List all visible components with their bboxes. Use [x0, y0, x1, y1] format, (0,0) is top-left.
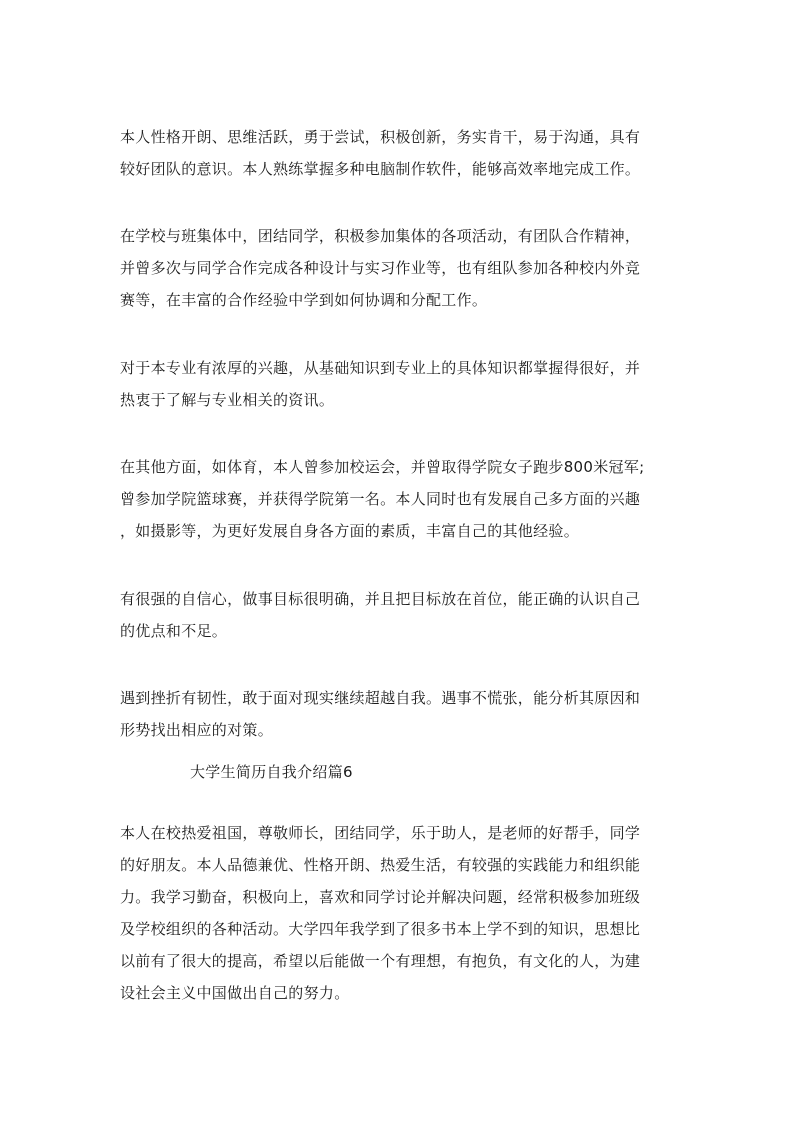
text-line: 以前有了很大的提高，希望以后能做一个有理想，有抱负，有文化的人，为建 [120, 952, 641, 970]
text-line: 较好团队的意识。本人熟练掌握多种电脑制作软件，能够高效率地完成工作。 [120, 160, 641, 178]
paragraph-other-aspects [120, 451, 680, 547]
text-line: 形势找出相应的对策。 [120, 721, 274, 739]
paragraph-self-introduction [120, 817, 680, 1009]
text-line: 力。我学习勤奋，积极向上，喜欢和同学讨论并解决问题，经常积极参加班级 [120, 888, 641, 906]
text-line: ，如摄影等，为更好发展自身各方面的素质，丰富自己的其他经验。 [120, 522, 580, 540]
paragraph-personality [120, 121, 680, 185]
text-line: 的优点和不足。 [120, 622, 228, 640]
paragraph-confidence [120, 583, 680, 647]
paragraph-resilience [120, 682, 680, 746]
text-line: 的好朋友。本人品德兼优、性格开朗、热爱生活，有较强的实践能力和组织能 [120, 856, 641, 874]
text-line: 曾参加学院篮球赛，并获得学院第一名。本人同时也有发展自己多方面的兴趣 [120, 490, 641, 508]
text-line: 在其他方面，如体育，本人曾参加校运会，并曾取得学院女子跑步800米冠军; [120, 458, 645, 476]
paragraph-major-interest [120, 352, 680, 416]
text-line: 热衷于了解与专业相关的资讯。 [120, 391, 335, 409]
text-line: 赛等，在丰富的合作经验中学到如何协调和分配工作。 [120, 291, 488, 309]
text-line: 本人性格开朗、思维活跃，勇于尝试，积极创新，务实肯干，易于沟通，具有 [120, 128, 641, 146]
text-line: 并曾多次与同学合作完成各种设计与实习作业等，也有组队参加各种校内外竞 [120, 259, 641, 277]
text-line: 本人在校热爱祖国，尊敬师长，团结同学，乐于助人，是老师的好帮手，同学 [120, 824, 641, 842]
text-line: 有很强的自信心，做事目标很明确，并且把目标放在首位，能正确的认识自己 [120, 590, 641, 608]
section-heading: 大学生简历自我介绍篇6 [190, 763, 353, 781]
text-line: 遇到挫折有韧性，敢于面对现实继续超越自我。遇事不慌张，能分析其原因和 [120, 689, 641, 707]
text-line: 及学校组织的各种活动。大学四年我学到了很多书本上学不到的知识，思想比 [120, 920, 641, 938]
paragraph-teamwork [120, 220, 680, 316]
text-line: 对于本专业有浓厚的兴趣，从基础知识到专业上的具体知识都掌握得很好，并 [120, 359, 641, 377]
text-line: 设社会主义中国做出自己的努力。 [120, 984, 350, 1002]
text-line: 在学校与班集体中，团结同学，积极参加集体的各项活动，有团队合作精神， [120, 227, 641, 245]
